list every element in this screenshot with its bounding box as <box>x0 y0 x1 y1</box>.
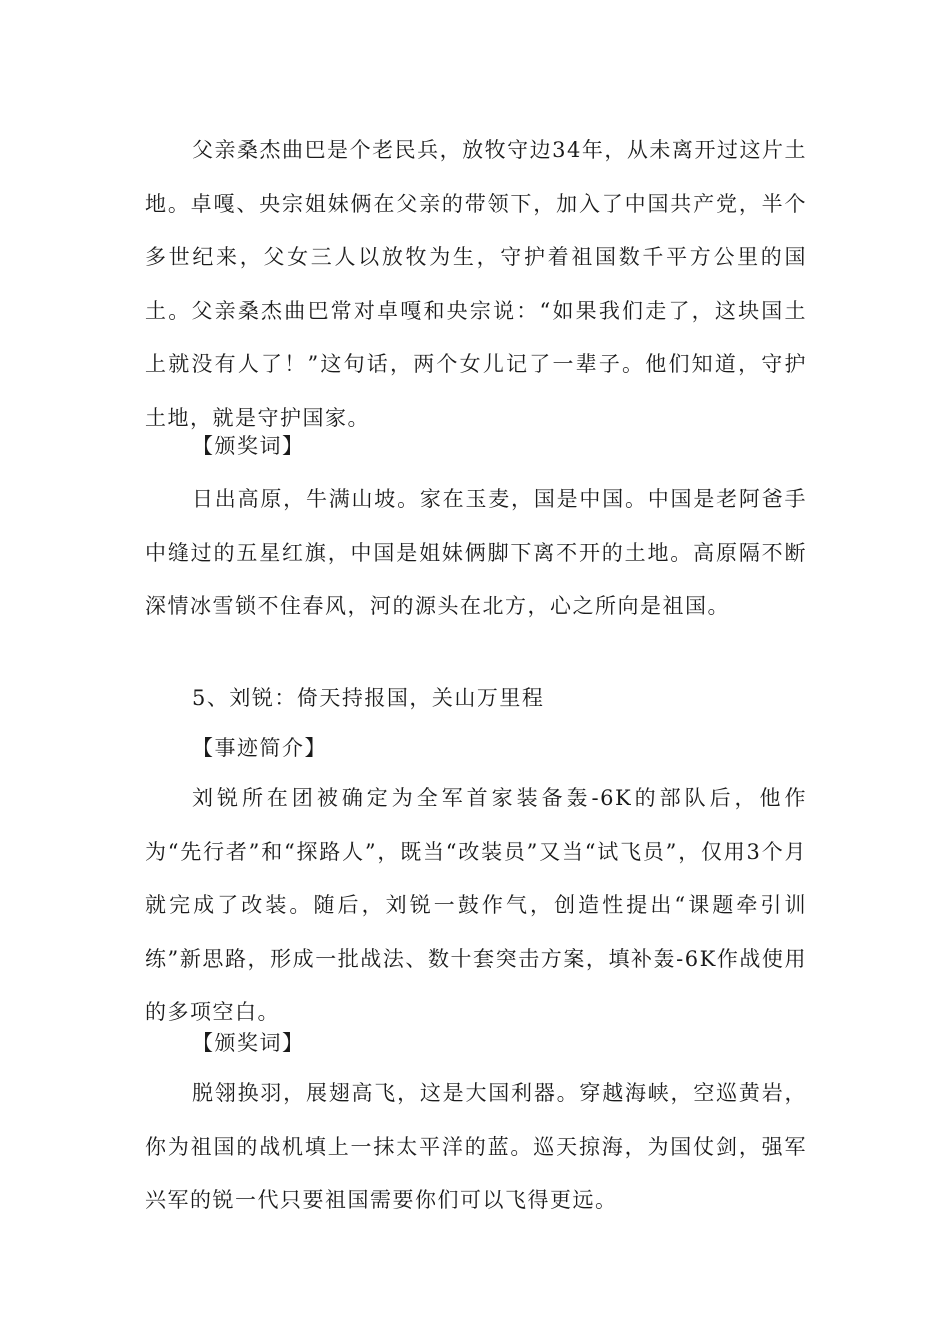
section-title: 5、刘锐：倚天持报国，关山万里程 <box>192 686 545 710</box>
award-heading: 【颁奖词】 <box>192 1031 305 1055</box>
paragraph-deeds-liu-rui: 刘锐所在团被确定为全军首家装备轰-6K的部队后，他作为“先行者”和“探路人”，既当“改装员”又当“试飞员”，仅用3个月就完成了改装。随后，刘锐一鼓作气，创造性提出“课题牵引训练”新思路，形成一批战法、数十套突击方案，填补轰-6K作战使用的多项空白。 <box>145 786 807 1024</box>
paragraph-father-story: 父亲桑杰曲巴是个老民兵，放牧守边34年，从未离开过这片土地。卓嘎、央宗姐妹俩在父亲的带领下，加入了中国共产党，半个多世纪来，父女三人以放牧为生，守护着祖国数千平方公里的国土。父亲桑杰曲巴常对卓嘎和央宗说：“如果我们走了，这块国土上就没有人了！”这句话，两个女儿记了一辈子。他们知道，守护土地，就是守护国家。 <box>145 138 807 430</box>
paragraph-award-speech-1: 日出高原，牛满山坡。家在玉麦，国是中国。中国是老阿爸手中缝过的五星红旗，中国是姐妹俩脚下离不开的土地。高原隔不断深情冰雪锁不住春风，河的源头在北方，心之所向是祖国。 <box>145 487 807 618</box>
deeds-heading: 【事迹简介】 <box>192 736 327 760</box>
award-heading: 【颁奖词】 <box>192 434 305 458</box>
paragraph-award-speech-2: 脱翎换羽，展翅高飞，这是大国利器。穿越海峡，空巡黄岩，你为祖国的战机填上一抹太平洋的蓝。巡天掠海，为国仗剑，强军兴军的锐一代只要祖国需要你们可以飞得更远。 <box>145 1081 807 1212</box>
